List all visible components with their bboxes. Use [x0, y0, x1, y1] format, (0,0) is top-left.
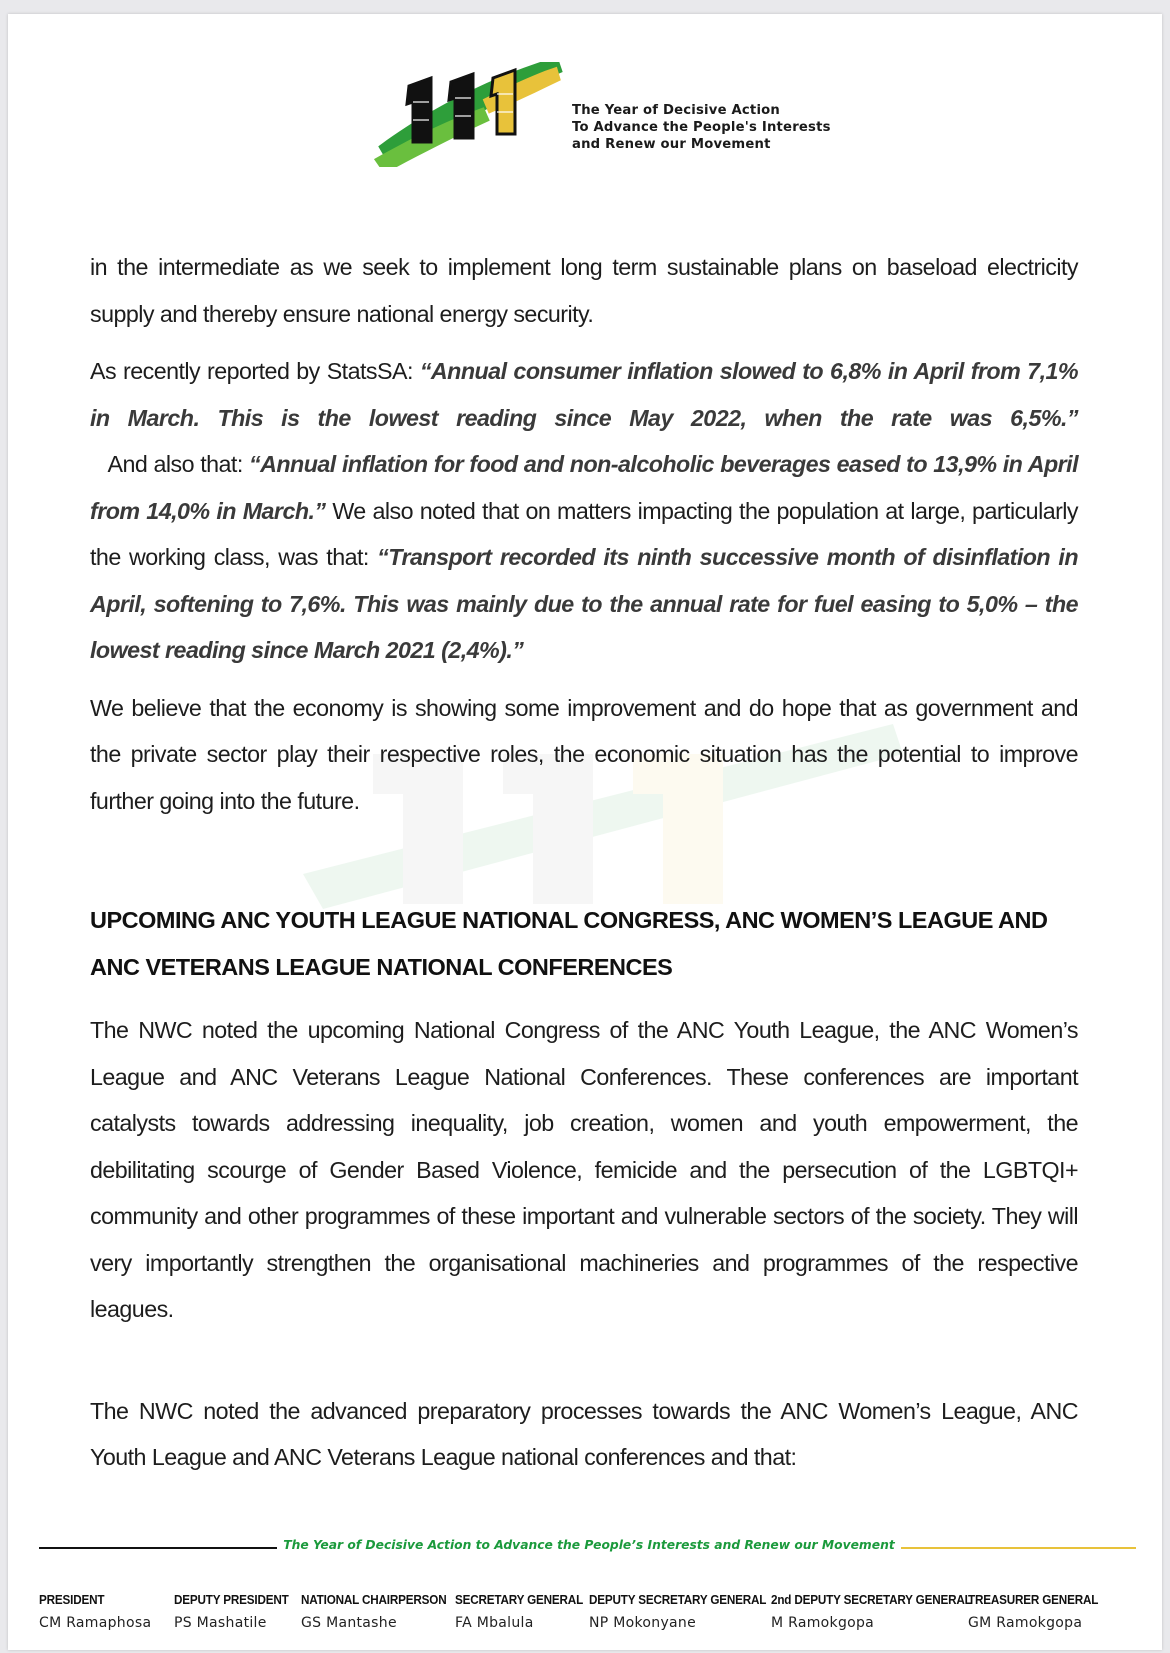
inflation-intro: As recently reported by StatsSA:	[90, 358, 420, 384]
footer-rule-gold	[901, 1547, 1136, 1549]
paragraph-economy: We believe that the economy is showing some improvement and do hope that as government and the private sector play their respective roles, the economic situation has the potential to improve further going into the future.	[90, 694, 1079, 814]
quote-consumer-inflation: “Annual consumer inflation slowed to 6,8% in April from 7,1% in March. This is the lowest reading since May 2022, when the rate was 6,5%.”	[90, 358, 1079, 431]
official-name: CM Ramaphosa	[39, 1615, 152, 1631]
official-name: M Ramokgopa	[771, 1615, 875, 1631]
official-role: PRESIDENT	[39, 1592, 105, 1607]
official-name: PS Mashatile	[174, 1615, 267, 1631]
official-name: GM Ramokgopa	[968, 1615, 1083, 1631]
footer-tagline: The Year of Decisive Action to Advance the People’s Interests and Renew our Movement	[283, 1538, 895, 1552]
anc-111th-logo	[365, 62, 570, 167]
header-logo-block	[365, 62, 831, 182]
officials-list	[39, 1592, 1139, 1642]
official-role: TREASURER GENERAL	[968, 1592, 1099, 1607]
official-treasurer-general	[968, 1592, 1113, 1631]
paragraph-energy: in the intermediate as we seek to implement long term sustainable plans on baseload electricity supply and thereby ensure national energy security.	[90, 254, 1079, 327]
official-national-chairperson	[301, 1592, 463, 1631]
inflation-connector: And also that:	[90, 451, 250, 477]
official-name: NP Mokonyane	[589, 1615, 697, 1631]
official-role: NATIONAL CHAIRPERSON	[301, 1592, 447, 1607]
logo-suffix: th	[523, 81, 538, 95]
paragraph-leagues: The NWC noted the upcoming National Congress of the ANC Youth League, the ANC Women’s League and ANC Veterans League National Conferences. These conferences are important catalysts towards addressing inequality, job creation, women and youth empowerment, the debilitating scourge of Gender Based Violence, femicide and the persecution of the LGBTQI+ community and other programmes of these important and vulnerable sectors of the society. They will very importantly strengthen the organisational machineries and programmes of the respective leagues.	[90, 1017, 1079, 1322]
official-deputy-president	[174, 1592, 301, 1631]
body-content-lower	[90, 1007, 1088, 1481]
document-page	[8, 14, 1162, 1650]
header-tagline-line: To Advance the People's Interests	[572, 120, 831, 135]
quote-transport: “Transport recorded its ninth successive month of disinflation in April, softening to 7,6%. This was mainly due to the annual rate for fuel easing to 5,0% – the lowest reading since March 2021 (2,4%).”	[90, 544, 1079, 663]
official-role: DEPUTY SECRETARY GENERAL	[589, 1592, 767, 1607]
official-role: 2nd DEPUTY SECRETARY GENERAL	[771, 1592, 972, 1607]
quote-food-inflation: “Annual inflation for food and non-alcoholic beverages eased to 13,9% in April from 14,0% in March.”	[90, 451, 1079, 524]
official-role: SECRETARY GENERAL	[455, 1592, 584, 1607]
header-tagline-line: and Renew our Movement	[572, 137, 771, 152]
footer-rule-black	[39, 1547, 277, 1549]
official-president	[39, 1592, 151, 1631]
official-2nd-deputy-secretary-general	[771, 1592, 994, 1631]
section-heading: UPCOMING ANC YOUTH LEAGUE NATIONAL CONGRESS, ANC WOMEN’S LEAGUE AND ANC VETERANS LEAGUE NATIONAL CONFERENCES	[90, 907, 1048, 980]
body-content	[90, 244, 1088, 824]
official-deputy-secretary-general	[589, 1592, 786, 1631]
header-tagline-line: The Year of Decisive Action	[572, 103, 781, 118]
official-name: FA Mbalula	[455, 1615, 534, 1631]
paragraph-preparatory: The NWC noted the advanced preparatory processes towards the ANC Women’s League, ANC Youth League and ANC Veterans League national conferences and that:	[90, 1397, 1079, 1470]
header-tagline	[572, 102, 831, 153]
paragraph-inflation	[90, 348, 1078, 674]
official-role: DEPUTY PRESIDENT	[174, 1592, 289, 1607]
official-secretary-general	[455, 1592, 597, 1631]
inflation-working-class: We also noted that on matters impacting the population at large, particularly the working class, was that:	[90, 497, 1079, 570]
official-name: GS Mantashe	[301, 1615, 397, 1631]
